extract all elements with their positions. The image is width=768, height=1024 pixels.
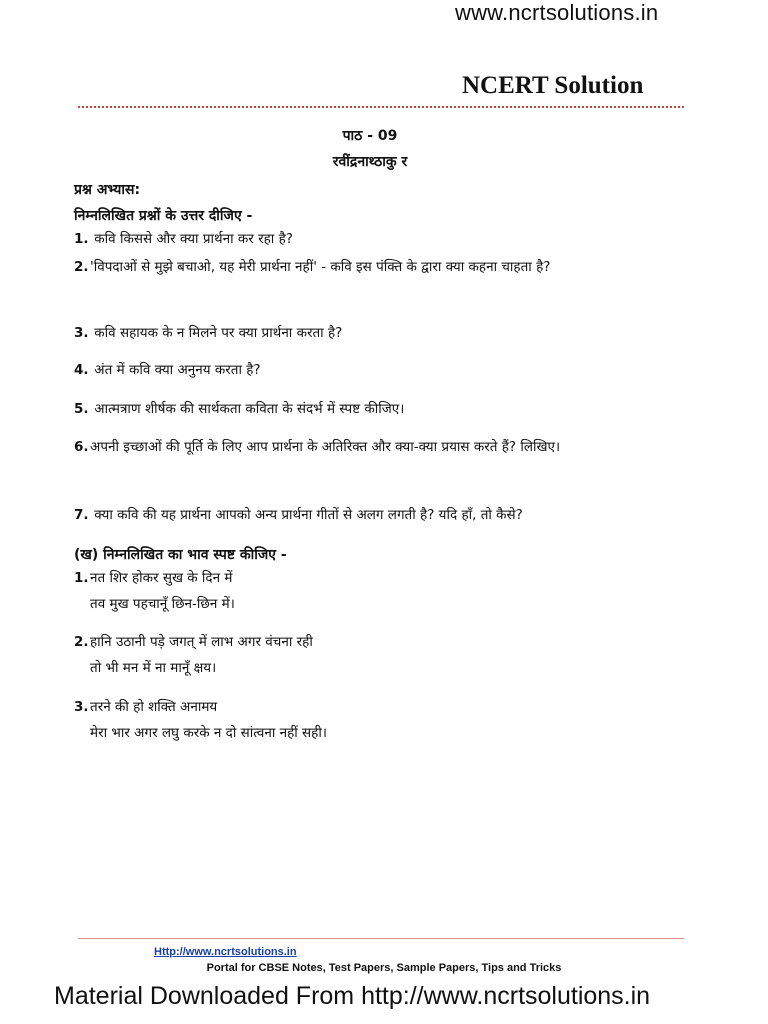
- item-number: 2.: [74, 634, 89, 650]
- section-label: प्रश्न अभ्यास:: [74, 182, 141, 198]
- question-text: अपनी इच्छाओं की पूर्ति के लिए आप प्रार्थना के अतिरिक्त और क्या-क्या प्रयास करते हैं? लिखिए।: [90, 439, 561, 455]
- poem-item-1: [74, 565, 235, 617]
- question-text: क्या कवि की यह प्रार्थना आपको अन्य प्रार्थना गीतों से अलग लगती है? यदि हाँ, तो कैसे?: [94, 507, 523, 523]
- question-number: 7.: [74, 507, 89, 523]
- question-3: [74, 320, 680, 347]
- download-banner: Material Downloaded From http://www.ncrtsolutions.in: [54, 982, 651, 1010]
- question-6: [74, 434, 680, 461]
- section-b-heading: (ख) निम्नलिखित का भाव स्पष्ट कीजिए -: [74, 547, 287, 563]
- poem-line: हानि उठानी पड़े जगत् में लाभ अगर वंचना रही: [90, 634, 313, 650]
- question-number: 6.: [74, 439, 89, 455]
- poem-item-2: [74, 629, 313, 681]
- poem-line: तव मुख पहचानूँ छिन-छिन में।: [90, 596, 235, 612]
- question-number: 5.: [74, 401, 89, 417]
- footer-link[interactable]: Http://www.ncrtsolutions.in: [154, 946, 297, 958]
- poem-line: तरने की हो शक्ति अनामय: [90, 699, 218, 715]
- poem-line: तो भी मन में ना मानूँ क्षय।: [90, 660, 217, 676]
- question-text: आत्मत्राण शीर्षक की सार्थकता कविता के संदर्भ में स्पष्ट कीजिए।: [94, 401, 405, 417]
- question-text: कवि किससे और क्या प्रार्थना कर रहा है?: [94, 231, 293, 247]
- site-url: www.ncrtsolutions.in: [455, 0, 659, 25]
- question-number: 2.: [74, 259, 89, 275]
- question-1: [74, 226, 680, 253]
- poem-item-3: [74, 694, 327, 746]
- question-5: [74, 396, 680, 423]
- question-number: 4.: [74, 362, 89, 378]
- footer-divider: [78, 938, 684, 939]
- lesson-number: पाठ - 09: [342, 128, 398, 144]
- question-7: [74, 502, 680, 529]
- question-text: अंत में कवि क्या अनुनय करता है?: [94, 362, 261, 378]
- page-title: NCERT Solution: [462, 72, 644, 99]
- item-number: 1.: [74, 570, 89, 586]
- footer-tagline: Portal for CBSE Notes, Test Papers, Sample Papers, Tips and Tricks: [206, 962, 562, 974]
- poem-line: नत शिर होकर सुख के दिन में: [90, 570, 233, 586]
- lesson-title: रवींद्रनाथ्ठाकु र: [332, 154, 408, 170]
- question-number: 1.: [74, 231, 89, 247]
- item-number: 3.: [74, 699, 89, 715]
- poem-line: मेरा भार अगर लघु करके न दो सांत्वना नहीं सही।: [90, 725, 327, 741]
- question-number: 3.: [74, 325, 89, 341]
- question-2: [74, 254, 680, 281]
- question-text: कवि सहायक के न मिलने पर क्या प्रार्थना करता है?: [94, 325, 343, 341]
- header-divider: [78, 106, 684, 108]
- question-4: [74, 357, 680, 384]
- question-text: 'विपदाओं से मुझे बचाओ, यह मेरी प्रार्थना नहीं' - कवि इस पंक्ति के द्वारा क्या कहना चाहता है?: [90, 259, 551, 275]
- section-instruction: निम्नलिखित प्रश्नों के उत्तर दीजिए -: [74, 208, 253, 224]
